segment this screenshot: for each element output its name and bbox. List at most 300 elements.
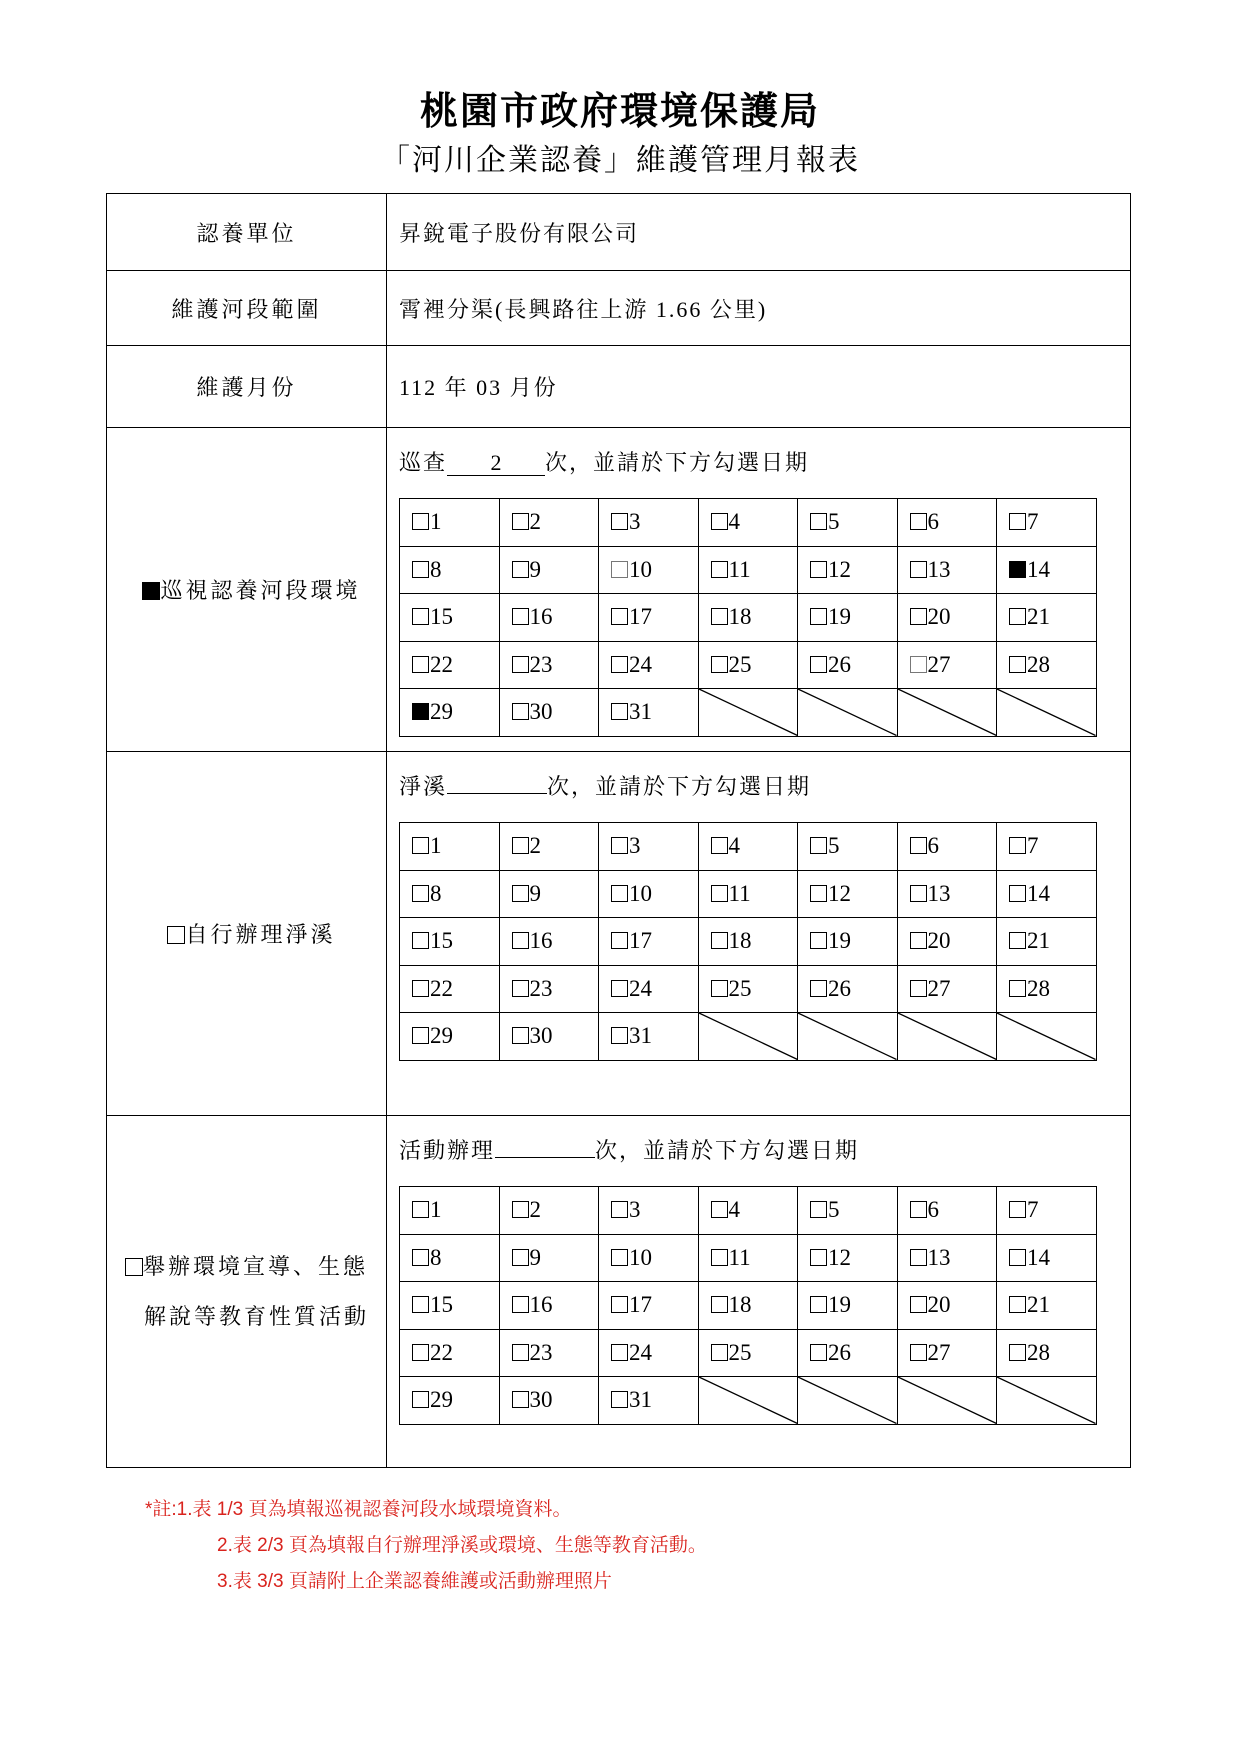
- day-number: 22: [430, 1339, 453, 1365]
- day-cell-14[interactable]: [997, 546, 1097, 594]
- day-checkbox[interactable]: [412, 608, 429, 625]
- day-cell-27[interactable]: [897, 965, 997, 1013]
- day-cell-31[interactable]: [599, 1013, 699, 1061]
- section-label: [107, 752, 387, 1116]
- day-cell-16[interactable]: [499, 1282, 599, 1330]
- day-number: 31: [629, 1387, 652, 1413]
- day-number: 28: [1027, 651, 1050, 677]
- day-number: 23: [529, 1339, 553, 1365]
- day-number: 17: [629, 928, 652, 954]
- day-number: 16: [529, 604, 553, 630]
- day-checkbox[interactable]: [512, 1249, 529, 1266]
- day-checkbox[interactable]: [810, 885, 827, 902]
- day-checkbox[interactable]: [611, 1201, 628, 1218]
- day-checkbox[interactable]: [910, 561, 927, 578]
- footnote-2: 2.表 2/3 頁為填報自行辦理淨溪或環境、生態等教育活動。: [217, 1535, 707, 1556]
- day-cell-6[interactable]: [897, 1187, 997, 1235]
- empty-day-cell: [798, 1377, 898, 1425]
- day-number: 17: [629, 604, 652, 630]
- empty-day-cell: [997, 1377, 1097, 1425]
- day-cell-19[interactable]: [798, 594, 898, 642]
- day-cell-25[interactable]: [698, 641, 798, 689]
- day-cell-12[interactable]: [798, 1234, 898, 1282]
- day-cell-28[interactable]: [997, 1329, 1097, 1377]
- day-cell-28[interactable]: [997, 965, 1097, 1013]
- day-cell-18[interactable]: [698, 918, 798, 966]
- day-cell-9[interactable]: [499, 546, 599, 594]
- day-checkbox[interactable]: [1009, 561, 1026, 578]
- day-checkbox[interactable]: [412, 1391, 429, 1408]
- day-cell-15[interactable]: [400, 1282, 500, 1330]
- day-cell-16[interactable]: [499, 594, 599, 642]
- day-checkbox[interactable]: [412, 885, 429, 902]
- day-checkbox[interactable]: [1009, 1249, 1026, 1266]
- section-checkbox[interactable]: [125, 1258, 143, 1276]
- day-checkbox[interactable]: [512, 837, 529, 854]
- day-cell-10[interactable]: [599, 1234, 699, 1282]
- day-checkbox[interactable]: [1009, 608, 1026, 625]
- day-cell-20[interactable]: [897, 1282, 997, 1330]
- day-checkbox[interactable]: [512, 980, 529, 997]
- day-checkbox[interactable]: [810, 608, 827, 625]
- day-cell-21[interactable]: [997, 594, 1097, 642]
- day-cell-2[interactable]: [499, 1187, 599, 1235]
- day-cell-14[interactable]: [997, 870, 1097, 918]
- count-blank[interactable]: 2: [447, 451, 545, 476]
- day-checkbox[interactable]: [711, 561, 728, 578]
- instruction-suffix: 次，並請於下方勾選日期: [545, 450, 810, 475]
- empty-day-cell: [897, 1013, 997, 1061]
- day-cell-30[interactable]: [499, 1377, 599, 1425]
- day-number: 26: [828, 651, 851, 677]
- day-checkbox[interactable]: [512, 1296, 529, 1313]
- day-checkbox[interactable]: [611, 1391, 628, 1408]
- day-checkbox[interactable]: [611, 1027, 628, 1044]
- month-label: 維護月份: [107, 346, 387, 428]
- day-checkbox[interactable]: [412, 932, 429, 949]
- day-number: 30: [529, 1023, 553, 1049]
- day-cell-9[interactable]: [499, 870, 599, 918]
- day-number: 13: [927, 556, 951, 582]
- day-cell-29[interactable]: [400, 689, 500, 737]
- day-number: 8: [430, 1244, 442, 1270]
- day-number: 13: [927, 880, 951, 906]
- day-checkbox[interactable]: [910, 1344, 927, 1361]
- day-cell-21[interactable]: [997, 1282, 1097, 1330]
- day-number: 19: [828, 928, 851, 954]
- day-cell-13[interactable]: [897, 546, 997, 594]
- day-cell-3[interactable]: [599, 499, 699, 547]
- section-content: [387, 752, 1131, 1116]
- day-cell-2[interactable]: [499, 499, 599, 547]
- day-cell-8[interactable]: [400, 870, 500, 918]
- day-cell-20[interactable]: [897, 918, 997, 966]
- day-cell-31[interactable]: [599, 689, 699, 737]
- day-number: 10: [629, 880, 652, 906]
- day-number: 21: [1027, 1292, 1050, 1318]
- calendar-week-row: [400, 965, 1097, 1013]
- day-checkbox[interactable]: [810, 1296, 827, 1313]
- day-checkbox[interactable]: [711, 1344, 728, 1361]
- day-cell-18[interactable]: [698, 1282, 798, 1330]
- day-checkbox[interactable]: [611, 980, 628, 997]
- day-number: 28: [1027, 975, 1050, 1001]
- day-number: 3: [629, 833, 641, 859]
- day-number: 3: [629, 1197, 641, 1223]
- day-number: 12: [828, 880, 851, 906]
- unit-label: 認養單位: [107, 194, 387, 271]
- document-subtitle: 「河川企業認養」維護管理月報表: [380, 144, 860, 177]
- section-label: [107, 1116, 387, 1468]
- day-checkbox[interactable]: [1009, 513, 1026, 530]
- day-cell-11[interactable]: [698, 870, 798, 918]
- day-cell-6[interactable]: [897, 499, 997, 547]
- calendar-week-row: [400, 546, 1097, 594]
- section-inspection: [107, 428, 1131, 752]
- day-cell-7[interactable]: [997, 499, 1097, 547]
- day-checkbox[interactable]: [711, 1201, 728, 1218]
- day-checkbox[interactable]: [910, 837, 927, 854]
- date-calendar: [399, 1186, 1097, 1425]
- day-checkbox[interactable]: [1009, 1201, 1026, 1218]
- instruction-prefix: 活動辦理: [399, 1138, 496, 1163]
- day-cell-12[interactable]: [798, 546, 898, 594]
- day-checkbox[interactable]: [910, 608, 927, 625]
- day-number: 24: [629, 975, 652, 1001]
- day-cell-4[interactable]: [698, 1187, 798, 1235]
- date-calendar: [399, 822, 1097, 1061]
- range-value[interactable]: 霄裡分渠(長興路往上游 1.66 公里): [387, 271, 1131, 346]
- day-cell-1[interactable]: [400, 823, 500, 871]
- day-cell-16[interactable]: [499, 918, 599, 966]
- day-checkbox[interactable]: [810, 1201, 827, 1218]
- day-cell-29[interactable]: [400, 1013, 500, 1061]
- day-checkbox[interactable]: [412, 1027, 429, 1044]
- day-cell-23[interactable]: [499, 965, 599, 1013]
- day-number: 15: [430, 1292, 453, 1318]
- day-checkbox[interactable]: [512, 1027, 529, 1044]
- day-cell-26[interactable]: [798, 1329, 898, 1377]
- day-checkbox[interactable]: [412, 837, 429, 854]
- empty-day-cell: [798, 1013, 898, 1061]
- day-checkbox[interactable]: [512, 932, 529, 949]
- day-cell-24[interactable]: [599, 641, 699, 689]
- day-number: 20: [927, 604, 951, 630]
- day-cell-9[interactable]: [499, 1234, 599, 1282]
- day-cell-30[interactable]: [499, 1013, 599, 1061]
- day-cell-15[interactable]: [400, 918, 500, 966]
- day-checkbox[interactable]: [910, 656, 927, 673]
- day-cell-26[interactable]: [798, 641, 898, 689]
- day-checkbox[interactable]: [810, 513, 827, 530]
- day-cell-29[interactable]: [400, 1377, 500, 1425]
- day-cell-8[interactable]: [400, 1234, 500, 1282]
- day-checkbox[interactable]: [412, 561, 429, 578]
- day-checkbox[interactable]: [1009, 1296, 1026, 1313]
- day-checkbox[interactable]: [611, 1249, 628, 1266]
- section-instruction: [399, 1116, 1130, 1186]
- day-cell-27[interactable]: [897, 641, 997, 689]
- day-cell-15[interactable]: [400, 594, 500, 642]
- day-cell-11[interactable]: [698, 546, 798, 594]
- day-cell-27[interactable]: [897, 1329, 997, 1377]
- day-checkbox[interactable]: [810, 932, 827, 949]
- empty-day-cell: [897, 1377, 997, 1425]
- day-checkbox[interactable]: [611, 837, 628, 854]
- day-cell-3[interactable]: [599, 823, 699, 871]
- day-checkbox[interactable]: [611, 932, 628, 949]
- day-cell-22[interactable]: [400, 1329, 500, 1377]
- day-checkbox[interactable]: [910, 932, 927, 949]
- day-checkbox[interactable]: [512, 513, 529, 530]
- day-checkbox[interactable]: [810, 980, 827, 997]
- day-number: 9: [529, 556, 541, 582]
- day-checkbox[interactable]: [1009, 837, 1026, 854]
- day-checkbox[interactable]: [1009, 656, 1026, 673]
- day-checkbox[interactable]: [910, 1249, 927, 1266]
- day-checkbox[interactable]: [512, 561, 529, 578]
- day-checkbox[interactable]: [711, 932, 728, 949]
- day-cell-22[interactable]: [400, 641, 500, 689]
- day-checkbox[interactable]: [512, 608, 529, 625]
- day-cell-10[interactable]: [599, 870, 699, 918]
- day-cell-24[interactable]: [599, 965, 699, 1013]
- day-cell-18[interactable]: [698, 594, 798, 642]
- day-checkbox[interactable]: [611, 1344, 628, 1361]
- day-cell-20[interactable]: [897, 594, 997, 642]
- day-cell-31[interactable]: [599, 1377, 699, 1425]
- day-cell-26[interactable]: [798, 965, 898, 1013]
- empty-day-cell: [997, 1013, 1097, 1061]
- calendar-week-row: [400, 870, 1097, 918]
- day-number: 12: [828, 556, 851, 582]
- instruction-prefix: 巡查: [399, 450, 448, 475]
- day-cell-24[interactable]: [599, 1329, 699, 1377]
- section-checkbox[interactable]: [167, 926, 185, 944]
- day-cell-12[interactable]: [798, 870, 898, 918]
- day-cell-30[interactable]: [499, 689, 599, 737]
- empty-day-cell: [798, 689, 898, 737]
- day-checkbox[interactable]: [611, 561, 628, 578]
- date-calendar: [399, 498, 1097, 737]
- unit-value[interactable]: 昇銳電子股份有限公司: [387, 194, 1131, 271]
- day-number: 28: [1027, 1339, 1050, 1365]
- day-checkbox[interactable]: [412, 1249, 429, 1266]
- day-number: 10: [629, 1244, 652, 1270]
- day-checkbox[interactable]: [1009, 980, 1026, 997]
- day-checkbox[interactable]: [611, 885, 628, 902]
- day-number: 20: [927, 928, 951, 954]
- day-cell-23[interactable]: [499, 641, 599, 689]
- day-number: 24: [629, 651, 652, 677]
- day-checkbox[interactable]: [611, 1296, 628, 1313]
- day-cell-4[interactable]: [698, 823, 798, 871]
- day-checkbox[interactable]: [711, 1249, 728, 1266]
- day-number: 21: [1027, 928, 1050, 954]
- day-checkbox[interactable]: [412, 703, 429, 720]
- footnote-3: 3.表 3/3 頁請附上企業認養維護或活動辦理照片: [217, 1571, 612, 1592]
- day-number: 29: [430, 699, 453, 725]
- day-checkbox[interactable]: [810, 1249, 827, 1266]
- day-cell-6[interactable]: [897, 823, 997, 871]
- day-cell-17[interactable]: [599, 594, 699, 642]
- day-number: 18: [728, 928, 752, 954]
- day-number: 29: [430, 1387, 453, 1413]
- day-cell-21[interactable]: [997, 918, 1097, 966]
- day-checkbox[interactable]: [611, 513, 628, 530]
- day-number: 29: [430, 1023, 453, 1049]
- day-checkbox[interactable]: [611, 656, 628, 673]
- day-checkbox[interactable]: [512, 885, 529, 902]
- day-number: 6: [927, 509, 939, 535]
- day-number: 21: [1027, 604, 1050, 630]
- day-number: 25: [728, 651, 752, 677]
- day-cell-19[interactable]: [798, 1282, 898, 1330]
- day-number: 17: [629, 1292, 652, 1318]
- day-cell-13[interactable]: [897, 1234, 997, 1282]
- day-number: 6: [927, 1197, 939, 1223]
- day-cell-17[interactable]: [599, 918, 699, 966]
- day-number: 19: [828, 1292, 851, 1318]
- day-checkbox[interactable]: [1009, 932, 1026, 949]
- count-blank[interactable]: [495, 1157, 595, 1158]
- day-cell-7[interactable]: [997, 1187, 1097, 1235]
- section-instruction: [399, 752, 1130, 822]
- section-cleanup: [107, 752, 1131, 1116]
- count-blank[interactable]: [447, 793, 547, 794]
- day-number: 31: [629, 699, 652, 725]
- day-number: 5: [828, 509, 840, 535]
- day-cell-8[interactable]: [400, 546, 500, 594]
- day-checkbox[interactable]: [412, 980, 429, 997]
- calendar-week-row: [400, 823, 1097, 871]
- day-cell-28[interactable]: [997, 641, 1097, 689]
- day-checkbox[interactable]: [810, 837, 827, 854]
- day-checkbox[interactable]: [810, 561, 827, 578]
- day-number: 14: [1027, 880, 1050, 906]
- day-checkbox[interactable]: [711, 1296, 728, 1313]
- day-checkbox[interactable]: [910, 513, 927, 530]
- day-number: 1: [430, 509, 442, 535]
- day-cell-11[interactable]: [698, 1234, 798, 1282]
- day-checkbox[interactable]: [412, 1344, 429, 1361]
- day-number: 22: [430, 651, 453, 677]
- day-number: 9: [529, 1244, 541, 1270]
- day-checkbox[interactable]: [412, 1296, 429, 1313]
- day-checkbox[interactable]: [810, 1344, 827, 1361]
- day-number: 25: [728, 975, 752, 1001]
- day-checkbox[interactable]: [910, 1201, 927, 1218]
- day-cell-5[interactable]: [798, 1187, 898, 1235]
- section-label-text: 巡視認養河段環境: [160, 578, 361, 603]
- day-number: 13: [927, 1244, 951, 1270]
- day-checkbox[interactable]: [711, 656, 728, 673]
- day-cell-7[interactable]: [997, 823, 1097, 871]
- day-checkbox[interactable]: [611, 608, 628, 625]
- day-cell-23[interactable]: [499, 1329, 599, 1377]
- day-cell-19[interactable]: [798, 918, 898, 966]
- day-checkbox[interactable]: [711, 608, 728, 625]
- day-checkbox[interactable]: [512, 1201, 529, 1218]
- day-cell-13[interactable]: [897, 870, 997, 918]
- section-checkbox[interactable]: [142, 582, 160, 600]
- day-cell-25[interactable]: [698, 965, 798, 1013]
- calendar-week-row: [400, 1329, 1097, 1377]
- day-checkbox[interactable]: [1009, 1344, 1026, 1361]
- day-number: 18: [728, 604, 752, 630]
- day-cell-4[interactable]: [698, 499, 798, 547]
- day-checkbox[interactable]: [711, 837, 728, 854]
- day-cell-14[interactable]: [997, 1234, 1097, 1282]
- day-checkbox[interactable]: [711, 513, 728, 530]
- day-checkbox[interactable]: [910, 885, 927, 902]
- day-checkbox[interactable]: [711, 980, 728, 997]
- day-number: 30: [529, 699, 553, 725]
- day-checkbox[interactable]: [512, 1344, 529, 1361]
- day-checkbox[interactable]: [512, 1391, 529, 1408]
- instruction-prefix: 淨溪: [399, 774, 448, 799]
- calendar-week-row: [400, 499, 1097, 547]
- month-value[interactable]: 112 年 03 月份: [387, 346, 1131, 428]
- day-cell-3[interactable]: [599, 1187, 699, 1235]
- day-number: 23: [529, 975, 553, 1001]
- day-checkbox[interactable]: [412, 656, 429, 673]
- day-checkbox[interactable]: [711, 885, 728, 902]
- calendar-week-row: [400, 641, 1097, 689]
- empty-day-cell: [997, 689, 1097, 737]
- instruction-suffix: 次，並請於下方勾選日期: [595, 1138, 860, 1163]
- section-label-line-1: [107, 1242, 386, 1292]
- day-checkbox[interactable]: [512, 703, 529, 720]
- day-checkbox[interactable]: [810, 656, 827, 673]
- day-number: 22: [430, 975, 453, 1001]
- day-checkbox[interactable]: [512, 656, 529, 673]
- day-checkbox[interactable]: [1009, 885, 1026, 902]
- empty-day-cell: [897, 689, 997, 737]
- day-number: 4: [728, 833, 740, 859]
- day-number: 11: [728, 556, 751, 582]
- day-number: 30: [529, 1387, 553, 1413]
- day-number: 26: [828, 975, 851, 1001]
- day-cell-1[interactable]: [400, 499, 500, 547]
- day-checkbox[interactable]: [412, 513, 429, 530]
- day-checkbox[interactable]: [910, 980, 927, 997]
- document-title: 桃園市政府環境保護局: [419, 91, 820, 133]
- day-number: 27: [927, 975, 951, 1001]
- empty-day-cell: [698, 1377, 798, 1425]
- day-number: 11: [728, 880, 751, 906]
- report-form-table: [106, 193, 1131, 1468]
- day-cell-5[interactable]: [798, 499, 898, 547]
- day-number: 27: [927, 1339, 951, 1365]
- day-cell-5[interactable]: [798, 823, 898, 871]
- day-checkbox[interactable]: [910, 1296, 927, 1313]
- empty-day-cell: [698, 1013, 798, 1061]
- day-cell-2[interactable]: [499, 823, 599, 871]
- day-cell-22[interactable]: [400, 965, 500, 1013]
- day-number: 2: [529, 509, 541, 535]
- day-number: 7: [1027, 833, 1039, 859]
- day-checkbox[interactable]: [611, 703, 628, 720]
- empty-day-cell: [698, 689, 798, 737]
- calendar-week-row: [400, 1234, 1097, 1282]
- day-cell-25[interactable]: [698, 1329, 798, 1377]
- day-cell-10[interactable]: [599, 546, 699, 594]
- day-cell-1[interactable]: [400, 1187, 500, 1235]
- footnote-1: *註:1.表 1/3 頁為填報巡視認養河段水域環境資料。: [145, 1499, 572, 1520]
- day-checkbox[interactable]: [412, 1201, 429, 1218]
- day-cell-17[interactable]: [599, 1282, 699, 1330]
